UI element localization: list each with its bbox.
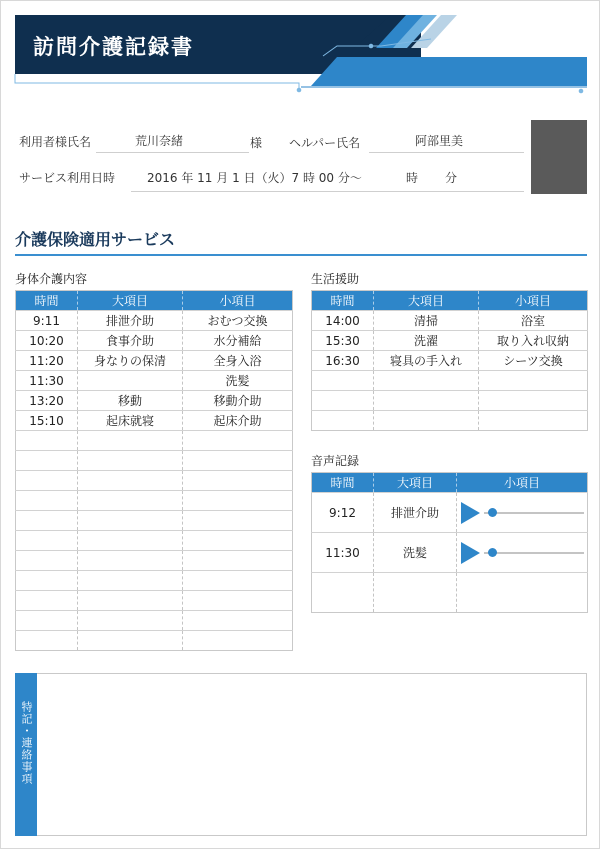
cell-minor[interactable] bbox=[183, 511, 293, 531]
cell-time[interactable] bbox=[16, 531, 78, 551]
cell-time[interactable] bbox=[16, 431, 78, 451]
cell-major[interactable] bbox=[78, 471, 183, 491]
table-row bbox=[312, 411, 588, 431]
audio-row bbox=[312, 533, 588, 573]
col-major: 大項目 bbox=[374, 291, 479, 311]
cell-minor[interactable]: 起床介助 bbox=[183, 411, 293, 431]
cell-minor[interactable] bbox=[183, 631, 293, 651]
cell-major[interactable] bbox=[78, 511, 183, 531]
cell-time[interactable] bbox=[16, 471, 78, 491]
end-hour-unit: 時 bbox=[406, 171, 419, 185]
table-row bbox=[16, 311, 293, 331]
play-icon[interactable] bbox=[461, 542, 480, 564]
cell-major[interactable]: 寝具の手入れ bbox=[374, 351, 479, 371]
client-name-value[interactable]: 荒川奈緒 bbox=[135, 134, 184, 148]
cell-minor[interactable] bbox=[183, 451, 293, 471]
cell-minor[interactable]: 取り入れ収納 bbox=[479, 331, 588, 351]
col-major: 大項目 bbox=[374, 473, 457, 493]
cell-time[interactable]: 10:20 bbox=[16, 331, 78, 351]
play-icon[interactable] bbox=[461, 502, 480, 524]
cell-player bbox=[457, 533, 588, 573]
audio-title: 音声記録 bbox=[311, 454, 360, 468]
cell-time[interactable] bbox=[16, 631, 78, 651]
table-row bbox=[16, 631, 293, 651]
cell-minor[interactable] bbox=[183, 551, 293, 571]
cell-time[interactable]: 14:00 bbox=[312, 311, 374, 331]
cell-major[interactable] bbox=[78, 631, 183, 651]
cell-major[interactable]: 起床就寝 bbox=[78, 411, 183, 431]
cell-major[interactable] bbox=[78, 591, 183, 611]
col-time: 時間 bbox=[312, 473, 374, 493]
cell-major[interactable]: 移動 bbox=[78, 391, 183, 411]
seek-handle[interactable] bbox=[488, 548, 497, 557]
cell-time: 9:12 bbox=[312, 493, 374, 533]
helper-name-underline bbox=[369, 152, 524, 153]
audio-row bbox=[312, 573, 588, 613]
cell-player bbox=[457, 493, 588, 533]
seek-bar[interactable] bbox=[484, 512, 584, 514]
table-row bbox=[16, 571, 293, 591]
cell-major[interactable]: 洗濯 bbox=[374, 331, 479, 351]
table-row bbox=[16, 531, 293, 551]
cell-major: 洗髪 bbox=[374, 533, 457, 573]
table-row bbox=[16, 591, 293, 611]
cell-time[interactable] bbox=[16, 551, 78, 571]
cell-time[interactable]: 16:30 bbox=[312, 351, 374, 371]
cell-major[interactable] bbox=[374, 371, 479, 391]
cell-minor[interactable] bbox=[479, 391, 588, 411]
seek-bar[interactable] bbox=[484, 552, 584, 554]
cell-minor[interactable] bbox=[183, 611, 293, 631]
section-divider bbox=[15, 254, 587, 256]
cell-minor[interactable] bbox=[183, 431, 293, 451]
col-minor: 小項目 bbox=[457, 473, 588, 493]
table-row bbox=[16, 511, 293, 531]
cell-minor[interactable]: シーツ交換 bbox=[479, 351, 588, 371]
cell-minor[interactable]: 浴室 bbox=[479, 311, 588, 331]
col-major: 大項目 bbox=[78, 291, 183, 311]
cell-time[interactable]: 9:11 bbox=[16, 311, 78, 331]
audio-table bbox=[311, 472, 588, 613]
cell-major[interactable] bbox=[78, 431, 183, 451]
cell-minor[interactable] bbox=[183, 591, 293, 611]
cell-major[interactable] bbox=[78, 611, 183, 631]
cell-minor[interactable]: 水分補給 bbox=[183, 331, 293, 351]
cell-time[interactable] bbox=[16, 571, 78, 591]
body-care-title: 身体介護内容 bbox=[15, 272, 88, 286]
audio-player bbox=[457, 502, 587, 524]
table-row bbox=[312, 331, 588, 351]
table-row bbox=[16, 451, 293, 471]
table-row bbox=[16, 471, 293, 491]
end-minute-unit: 分 bbox=[445, 171, 458, 185]
cell-minor[interactable]: 洗髪 bbox=[183, 371, 293, 391]
datetime-label: サービス利用日時 bbox=[19, 171, 116, 185]
cell-major[interactable]: 身なりの保清 bbox=[78, 351, 183, 371]
cell-major[interactable] bbox=[78, 571, 183, 591]
cell-time[interactable] bbox=[312, 371, 374, 391]
cell-major[interactable] bbox=[78, 551, 183, 571]
audio-row bbox=[312, 493, 588, 533]
cell-minor[interactable] bbox=[183, 491, 293, 511]
honorific-label: 様 bbox=[250, 136, 263, 150]
cell-time[interactable]: 11:30 bbox=[16, 371, 78, 391]
datetime-value[interactable]: 2016 年 11 月 1 日（火）7 時 00 分〜 bbox=[147, 171, 362, 185]
col-minor: 小項目 bbox=[183, 291, 293, 311]
helper-name-value[interactable]: 阿部里美 bbox=[415, 134, 464, 148]
table-row bbox=[16, 431, 293, 451]
helper-photo bbox=[531, 120, 587, 194]
section-title: 介護保険適用サービス bbox=[15, 230, 176, 249]
table-row bbox=[16, 351, 293, 371]
cell-major[interactable] bbox=[78, 531, 183, 551]
cell-major[interactable] bbox=[374, 391, 479, 411]
client-name-label: 利用者様氏名 bbox=[19, 135, 92, 149]
table-row bbox=[16, 391, 293, 411]
cell-major[interactable] bbox=[78, 451, 183, 471]
table-row bbox=[16, 411, 293, 431]
page-title: 訪問介護記録書 bbox=[33, 35, 194, 59]
cell-major[interactable]: 排泄介助 bbox=[78, 311, 183, 331]
cell-time[interactable]: 15:10 bbox=[16, 411, 78, 431]
table-row bbox=[16, 551, 293, 571]
table-row bbox=[16, 491, 293, 511]
life-support-title: 生活援助 bbox=[311, 272, 360, 286]
cell-major[interactable]: 清掃 bbox=[374, 311, 479, 331]
cell-major[interactable]: 食事介助 bbox=[78, 331, 183, 351]
table-row bbox=[312, 351, 588, 371]
notes-label: 特記・連絡事項 bbox=[20, 701, 33, 785]
table-row bbox=[312, 311, 588, 331]
cell-time[interactable] bbox=[312, 391, 374, 411]
table-row bbox=[16, 371, 293, 391]
datetime-underline bbox=[131, 191, 524, 192]
table-row bbox=[16, 611, 293, 631]
helper-name-label: ヘルパー氏名 bbox=[289, 136, 361, 150]
col-minor: 小項目 bbox=[479, 291, 588, 311]
cell-time[interactable] bbox=[16, 591, 78, 611]
notes-box[interactable] bbox=[15, 673, 587, 836]
cell-time: 11:30 bbox=[312, 533, 374, 573]
cell-minor[interactable] bbox=[183, 471, 293, 491]
table-row bbox=[16, 331, 293, 351]
life-support-table bbox=[311, 290, 588, 431]
col-time: 時間 bbox=[16, 291, 78, 311]
cell-major: 排泄介助 bbox=[374, 493, 457, 533]
body-care-table bbox=[15, 290, 293, 651]
table-row bbox=[312, 391, 588, 411]
cell-major[interactable] bbox=[374, 411, 479, 431]
audio-player bbox=[457, 542, 587, 564]
cell-time[interactable]: 11:20 bbox=[16, 351, 78, 371]
table-row bbox=[312, 371, 588, 391]
cell-minor[interactable] bbox=[183, 531, 293, 551]
cell-minor[interactable]: 全身入浴 bbox=[183, 351, 293, 371]
cell-minor[interactable]: おむつ交換 bbox=[183, 311, 293, 331]
cell-major bbox=[374, 573, 457, 613]
cell-time[interactable] bbox=[16, 611, 78, 631]
client-name-underline bbox=[96, 152, 249, 153]
cell-major[interactable] bbox=[78, 491, 183, 511]
col-time: 時間 bbox=[312, 291, 374, 311]
cell-time[interactable] bbox=[16, 491, 78, 511]
cell-minor[interactable]: 移動介助 bbox=[183, 391, 293, 411]
cell-player bbox=[457, 573, 588, 613]
cell-minor[interactable] bbox=[183, 571, 293, 591]
cell-time[interactable]: 13:20 bbox=[16, 391, 78, 411]
cell-major[interactable] bbox=[78, 371, 183, 391]
cell-minor[interactable] bbox=[479, 371, 588, 391]
cell-time[interactable]: 15:30 bbox=[312, 331, 374, 351]
cell-time bbox=[312, 573, 374, 613]
seek-handle[interactable] bbox=[488, 508, 497, 517]
cell-minor[interactable] bbox=[479, 411, 588, 431]
cell-time[interactable] bbox=[16, 451, 78, 471]
cell-time[interactable] bbox=[16, 511, 78, 531]
cell-time[interactable] bbox=[312, 411, 374, 431]
